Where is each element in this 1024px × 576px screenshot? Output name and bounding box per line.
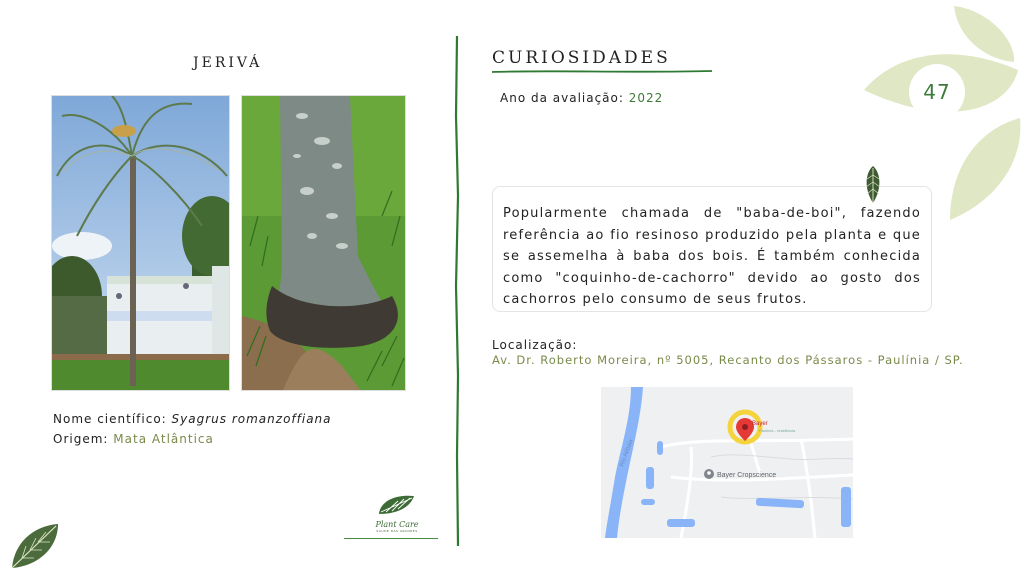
leaf-shape bbox=[954, 6, 1014, 62]
vertical-divider bbox=[452, 36, 462, 546]
origin-label: Origem: bbox=[53, 432, 109, 446]
photo-trunk bbox=[241, 95, 406, 391]
section-title-underline bbox=[492, 69, 714, 74]
location-label: Localização: bbox=[492, 338, 578, 352]
photo-palm-tree bbox=[51, 95, 230, 391]
evaluation-year-value: 2022 bbox=[628, 91, 664, 105]
curiosity-text: Popularmente chamada de "baba-de-boi", fazendo referência ao fio resinoso produzido pela planta e que se assemelha à baba dos bois. É também conhecida como "coquinho-de-cachorro" devido ao gosto dos cachorros pelo consumo de seus frutos. bbox=[503, 206, 921, 307]
origin-value: Mata Atlântica bbox=[113, 432, 214, 446]
page-number-badge bbox=[909, 64, 965, 120]
logo-name: Plant Care bbox=[375, 520, 419, 529]
feather-leaf-icon bbox=[863, 165, 883, 205]
leaf-logo-icon bbox=[376, 492, 418, 516]
map-pin-sublabel: Paulínia - residência bbox=[759, 428, 796, 433]
section-title: CURIOSIDADES bbox=[492, 48, 671, 68]
leaf-shape bbox=[950, 118, 1020, 220]
road-label: Rio Atibaia bbox=[619, 438, 635, 468]
location-value: Av. Dr. Roberto Moreira, nº 5005, Recanto dos Pássaros - Paulínia / SP. bbox=[492, 353, 964, 367]
origin-row bbox=[53, 432, 214, 446]
plant-title: JERIVÁ bbox=[193, 55, 263, 71]
scientific-name-row bbox=[53, 412, 332, 426]
evaluation-year-label: Ano da avaliação: bbox=[500, 91, 624, 105]
leaf-icon bbox=[8, 520, 64, 572]
map-pin-label: Bayer bbox=[752, 421, 768, 427]
evaluation-year-row bbox=[500, 91, 663, 105]
location-map[interactable] bbox=[601, 387, 853, 538]
plant-care-logo bbox=[360, 492, 434, 533]
logo-underline bbox=[344, 538, 438, 539]
logo-tagline: SAÚDE DAS ÁRVORES bbox=[376, 529, 418, 533]
scientific-name-value: Syagrus romanzoffiana bbox=[171, 412, 332, 426]
page-number: 47 bbox=[923, 80, 951, 104]
place-label: Bayer Cropscience bbox=[717, 472, 777, 479]
scientific-name-label: Nome científico: bbox=[53, 412, 167, 426]
